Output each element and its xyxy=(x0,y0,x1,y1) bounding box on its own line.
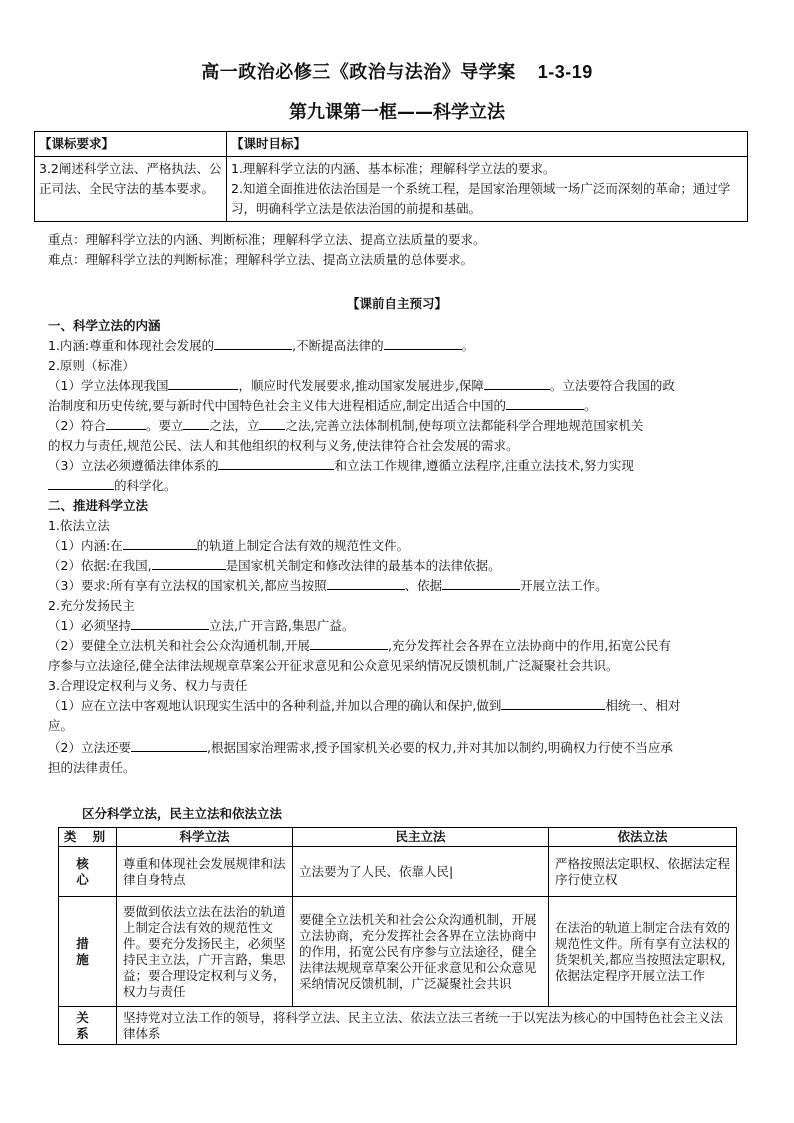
blank[interactable] xyxy=(484,376,550,390)
section2-title: 二、推进科学立法 xyxy=(48,498,149,513)
blank[interactable] xyxy=(106,416,146,430)
goal-item-2: 2.知道全面推进依法治国是一个系统工程，是国家治理领域一场广泛而深刻的革命；通过学习，明确科学立法是依法治国的前提和基础。 xyxy=(231,181,731,216)
page-title xyxy=(0,58,794,84)
blank[interactable] xyxy=(327,576,405,590)
section1-line1: 1.内涵:尊重和体现社会发展的 ,不断提高法律的 。 xyxy=(48,338,475,353)
measures-democratic: 要健全立法机关和社会公众沟通机制，开展立法协商，充分发挥社会各界在立法协商中的作用，拓宽公民有序参与立法途径，健全法律法规规章草案公开征求意见和公众意见采纳情况反馈机制，广泛凝聚社会共识 xyxy=(293,897,549,1007)
legislate-by-law-1: （1）内涵:在 的轨道上制定合法有效的规范性文件。 xyxy=(48,538,410,553)
blank[interactable] xyxy=(310,636,388,650)
header-lawful: 依法立法 xyxy=(549,828,737,847)
key-point: 重点：理解科学立法的内涵、判断标准；理解科学立法、提高立法质量的要求。 xyxy=(48,232,486,247)
democracy: 2.充分发扬民主 xyxy=(48,598,135,613)
blank[interactable] xyxy=(506,396,584,410)
header-scientific: 科学立法 xyxy=(117,828,293,847)
blank[interactable] xyxy=(501,696,605,710)
lesson-goals-header: 【课时目标】 xyxy=(227,132,748,157)
curriculum-text: 3.2阐述科学立法、严格执法、公正司法、全民守法的基本要求。 xyxy=(35,157,227,222)
rights-duties-2-cont: 担的法律责任。 xyxy=(48,760,136,775)
row-measures-label: 措 施 xyxy=(59,897,117,1007)
blank[interactable] xyxy=(214,336,292,350)
blank[interactable] xyxy=(152,556,226,570)
legislate-by-law-2: （2）依据:在我国, 是国家机关制定和修改法律的最基本的法律依据。 xyxy=(48,558,501,573)
democracy-2-cont: 序参与立法途径,健全法律法规规章草案公开征求意见和公众意见采纳情况反馈机制,广泛凝聚社会共识。 xyxy=(48,658,619,673)
blank[interactable] xyxy=(218,456,334,470)
lesson-goals-text xyxy=(227,157,748,222)
header-democratic: 民主立法 xyxy=(293,828,549,847)
header-category: 类 别 xyxy=(59,828,117,847)
principle-3: （3）立法必须遵循法律体系的 和立法工作规律,遵循立法程序,注重立法技术,努力实现 xyxy=(48,458,634,473)
blank[interactable] xyxy=(442,576,520,590)
blank[interactable] xyxy=(259,416,285,430)
blank[interactable] xyxy=(131,738,207,752)
compare-table xyxy=(58,827,737,1045)
curriculum-header: 【课标要求】 xyxy=(35,132,227,157)
core-democratic: 立法要为了人民、依靠人民| xyxy=(293,847,549,897)
core-lawful: 严格按照法定职权、依据法定程序行使立权 xyxy=(549,847,737,897)
principle-3-cont: 的科学化。 xyxy=(48,476,754,496)
relation-text: 坚持党对立法工作的领导，将科学立法、民主立法、依法立法三者统一于以宪法为核心的中国特色社会主义法律体系 xyxy=(117,1007,737,1045)
measures-scientific: 要做到依法立法在法治的轨道上制定合法有效的规范性文件。要充分发扬民主，必须坚持民主立法，广开言路，集思益；要合理设定权利与义务，权力与责任 xyxy=(117,897,293,1007)
blank[interactable] xyxy=(48,476,114,490)
blank[interactable] xyxy=(168,376,238,390)
rights-duties-1: （1）应在立法中客观地认识现实生活中的各种利益,并加以合理的确认和保护,做到 相统一、相对 xyxy=(48,698,681,713)
core-scientific: 尊重和体现社会发展规律和法律自身特点 xyxy=(117,847,293,897)
goal-item-1: 1.理解科学立法的内涵、基本标准；理解科学立法的要求。 xyxy=(231,161,556,176)
principle-1-cont: 治制度和历史传统,要与新时代中国特色社会主义伟大进程相适应,制定出适合中国的 。 xyxy=(48,398,597,413)
document-code: 1-3-19 xyxy=(537,62,593,82)
blank[interactable] xyxy=(183,416,209,430)
preview-header: 【课前自主预习】 xyxy=(346,296,447,311)
page-title-text: 高一政治必修三《政治与法治》导学案 xyxy=(201,62,516,83)
section1-line2: 2.原则（标准） xyxy=(48,358,135,373)
blank[interactable] xyxy=(384,336,462,350)
principle-2: （2）符合 。要立 之法，立 之法,完善立法体制机制,使每项立法都能科学合理地规范国家机关 xyxy=(48,418,644,433)
difficult-point: 难点：理解科学立法的判断标准；理解科学立法、提高立法质量的总体要求。 xyxy=(48,252,474,267)
measures-lawful: 在法治的轨道上制定合法有效的规范性文件。所有享有立法权的货架机关,都应当按照法定职权,依据法定程序开展立法工作 xyxy=(549,897,737,1007)
legislate-by-law: 1.依法立法 xyxy=(48,518,110,533)
lesson-subtitle: 第九课第一框——科学立法 xyxy=(289,102,505,123)
legislate-by-law-3: （3）要求:所有享有立法权的国家机关,都应当按照 、依据 开展立法工作。 xyxy=(48,578,608,593)
blank[interactable] xyxy=(131,616,209,630)
rights-duties-1-cont: 应。 xyxy=(48,718,74,733)
principle-1: （1）学立法体现我国 ，顺应时代发展要求,推动国家发展进步,保障 。立法要符合我国的政 xyxy=(48,378,675,393)
blank[interactable] xyxy=(123,536,197,550)
democracy-1: （1）必须坚持 立法,广开言路,集思广益。 xyxy=(48,618,355,633)
goals-table xyxy=(34,131,748,222)
rights-duties: 3.合理设定权利与义务、权力与责任 xyxy=(48,678,248,693)
row-core-label: 核 心 xyxy=(59,847,117,897)
rights-duties-2: （2）立法还要 ,根据国家治理需求,授予国家机关必要的权力,并对其加以制约,明确权力行使不当应承 xyxy=(48,740,673,755)
section1-title: 一、科学立法的内涵 xyxy=(48,318,161,333)
compare-caption: 区分科学立法，民主立法和依法立法 xyxy=(82,806,283,821)
row-relation-label: 关 系 xyxy=(59,1007,117,1045)
democracy-2: （2）要健全立法机关和社会公众沟通机制,开展 ,充分发挥社会各界在立法协商中的作用,拓宽公民有 xyxy=(48,638,671,653)
principle-2-cont: 的权力与责任,规范公民、法人和其他组织的权利与义务,使法律符合社会发展的需求。 xyxy=(48,438,519,453)
